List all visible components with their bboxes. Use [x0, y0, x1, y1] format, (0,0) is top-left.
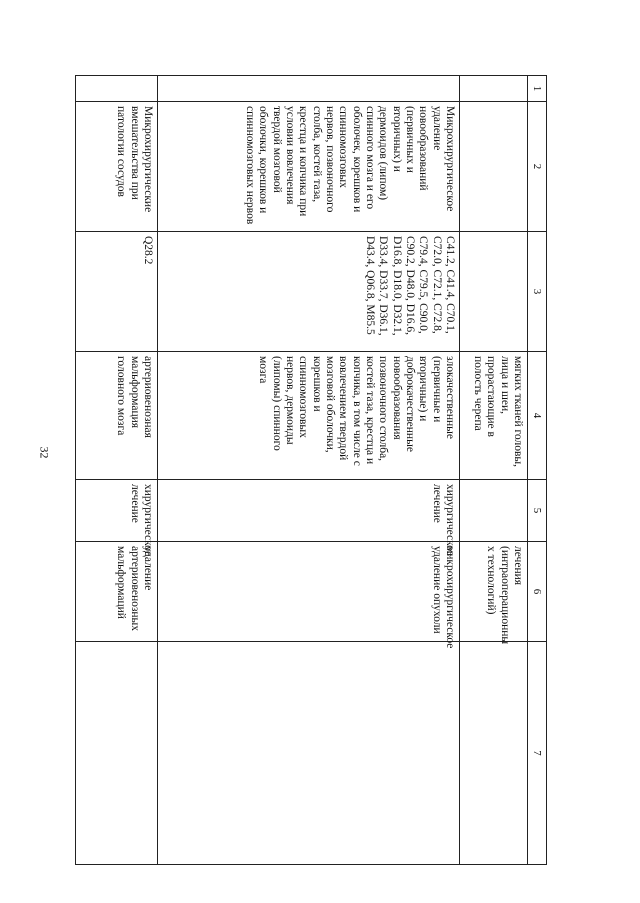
table-cell: хирургическое лечение: [76, 480, 158, 542]
table-cell: [460, 232, 528, 352]
header-cell: 7: [528, 642, 547, 865]
table-cell: Микрохирургическое удаление новообразований (первичных и вторичных) и дермоидов (липом) спинного мозга и его оболочек, корешков и спинномозговых нервов, позвоночного столба, костей таза, крестца и копчика при условии вовлечения твердой мозговой оболочки, корешков и спинномозговых нервов: [158, 102, 460, 232]
header-cell: 5: [528, 480, 547, 542]
table-cell: [158, 76, 460, 102]
header-cell: 6: [528, 542, 547, 642]
table-cell: артериовенозная мальформация головного мозга: [76, 352, 158, 480]
table-row: [460, 76, 528, 865]
table-cell: лечения (интраоперационны х технологий): [460, 542, 528, 642]
table-cell: мягких тканей головы, лица и шеи, прорастающие в полость черепа: [460, 352, 528, 480]
header-cell: 4: [528, 352, 547, 480]
table-cell: Q28.2: [76, 232, 158, 352]
header-cell: 1: [528, 76, 547, 102]
table-cell: [460, 642, 528, 865]
table-cell: [158, 642, 460, 865]
table-cell: C41.2, C41.4, C70.1, C72.0, C72.1, C72.8, C79.4, C79.5, C90.0, C90.2, D48.0, D16.6, D16.8, D18.0, D32.1, D33.4, D33.7, D36.1, D43.4, Q06.8, M85.5: [158, 232, 460, 352]
medical-table: [75, 75, 547, 865]
table-cell: [76, 642, 158, 865]
table-cell: удаление артериовенозных мальформаций: [76, 542, 158, 642]
rotated-table-wrapper: [75, 75, 547, 865]
table-row: [76, 76, 158, 865]
table-cell: хирургическое лечение: [158, 480, 460, 542]
table-cell: микрохирургическое удаление опухоли: [158, 542, 460, 642]
table-cell: злокачественные (первичные и вторичные) и доброкачественные новообразования позвоночного столба, костей таза, крестца и копчика, в том числе с вовлечением твердой мозговой оболочки, корешков и спинномозговых нервов, дермоиды (липомы) спинного мозга: [158, 352, 460, 480]
table-cell: [76, 76, 158, 102]
header-cell: 3: [528, 232, 547, 352]
page-number: 32: [37, 446, 52, 459]
table-cell: [460, 76, 528, 102]
table-header-row: [528, 76, 547, 865]
table-row: [158, 76, 460, 865]
header-cell: 2: [528, 102, 547, 232]
table-cell: Микрохирургические вмешательства при патологии сосудов: [76, 102, 158, 232]
table-cell: [460, 102, 528, 232]
table-cell: [460, 480, 528, 542]
